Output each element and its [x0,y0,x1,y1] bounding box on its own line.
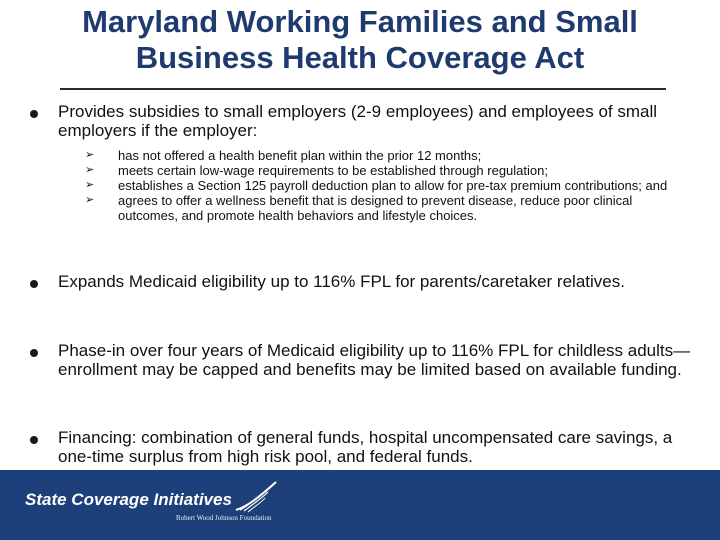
footer-brand-name: State Coverage Initiatives [25,490,232,509]
arrow-bullet-icon: ➢ [85,149,95,161]
sub-bullet-item [85,178,685,193]
sub-bullet-item [85,148,685,163]
slide-title-line-1: Maryland Working Families and Small [82,4,638,39]
footer-bar [0,470,720,540]
bullet-text: Expands Medicaid eligibility up to 116% FPL for parents/caretaker relatives. [58,272,625,291]
sub-bullet-text: agrees to offer a wellness benefit that is designed to prevent disease, reduce poor clinical outcomes, and promote health behaviors and lifestyle choices. [118,193,633,223]
sub-bullet-text: meets certain low-wage requirements to be established through regulation; [118,163,548,178]
sub-bullet-text: establishes a Section 125 payroll deduction plan to allow for pre-tax premium contributions; and [118,178,668,193]
bullet-dot-icon [30,436,38,444]
sub-bullet-text: has not offered a health benefit plan within the prior 12 months; [118,148,482,163]
title-underline [60,88,666,90]
footer-foundation-name: Robert Wood Johnson Foundation [176,514,272,522]
bullet-dot-icon [30,349,38,357]
arrow-bullet-icon: ➢ [85,179,95,191]
bullet-text: Financing: combination of general funds, hospital uncompensated care savings, a one-time surplus from high risk pool, and federal funds. [58,428,673,466]
sub-bullet-list [85,148,685,223]
bullet-text: Provides subsidies to small employers (2-9 employees) and employees of small employers if the employer: [58,102,658,140]
bird-logo-icon [232,480,280,514]
bullet-text: Phase-in over four years of Medicaid eligibility up to 116% FPL for childless adults—enrollment may be capped and benefits may be limited based on available funding. [58,341,691,379]
bullet-dot-icon [30,110,38,118]
arrow-bullet-icon: ➢ [85,164,95,176]
slide-title-line-2: Business Health Coverage Act [135,40,585,75]
slide-title [0,4,720,76]
sub-bullet-item [85,163,685,178]
arrow-bullet-icon: ➢ [85,194,95,206]
bullet-dot-icon [30,280,38,288]
sub-bullet-item [85,193,685,223]
